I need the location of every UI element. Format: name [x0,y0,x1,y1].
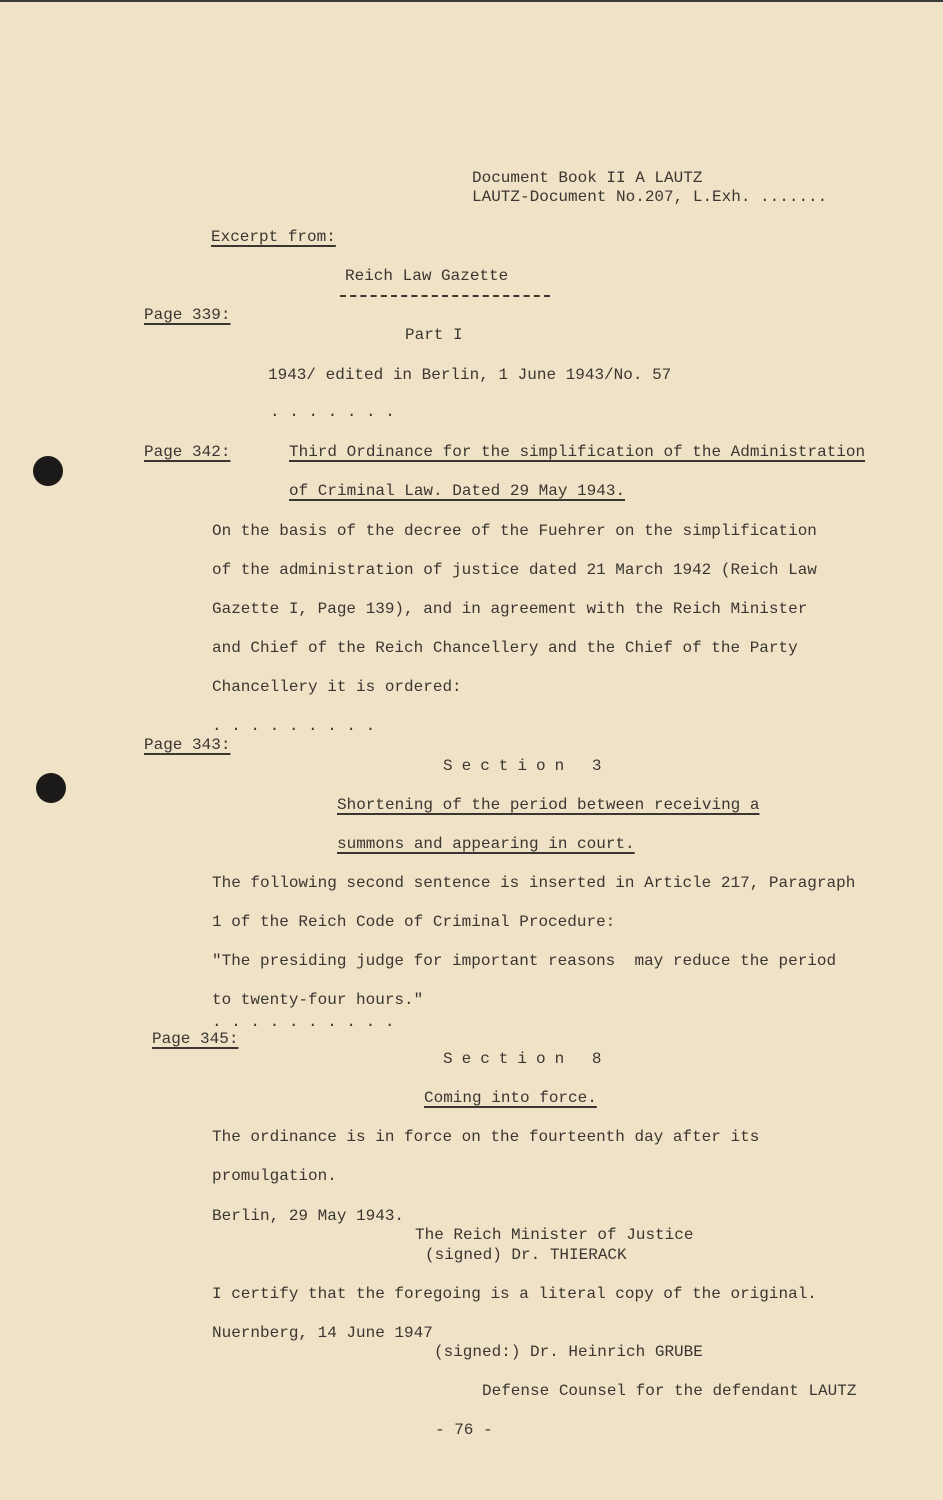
section-8-heading: Section 8 [443,1050,611,1068]
gazette-title: Reich Law Gazette [345,267,509,285]
body-line: promulgation. [212,1167,337,1185]
punch-hole [36,773,66,803]
ordinance-title-2: of Criminal Law. Dated 29 May 1943. [289,482,626,500]
section-8-title: Coming into force. [424,1089,597,1107]
body-line: The ordinance is in force on the fourteenth day after its [212,1128,760,1146]
certification-signed: (signed:) Dr. Heinrich GRUBE [434,1343,703,1361]
body-line: Gazette I, Page 139), and in agreement with the Reich Minister [212,600,808,618]
excerpt-label: Excerpt from: [211,228,336,246]
section-3-title-2: summons and appearing in court. [337,835,635,853]
punch-hole [33,456,63,486]
body-line: On the basis of the decree of the Fuehrer on the simplification [212,522,817,540]
ordinance-title-1: Third Ordinance for the simplification of the Administration [289,443,866,461]
certification-place-date: Nuernberg, 14 June 1947 [212,1324,433,1342]
section-3-title-1: Shortening of the period between receiving a [337,796,760,814]
body-line: and Chief of the Reich Chancellery and the Chief of the Party [212,639,798,657]
page-339-label: Page 339: [144,306,231,324]
page-343-label: Page 343: [144,736,231,754]
page-342-label: Page 342: [144,443,231,461]
ellipsis: . . . . . . . . . . [212,1013,395,1031]
part-label: Part I [405,326,463,344]
body-line: to twenty-four hours." [212,991,424,1009]
issue-line: 1943/ edited in Berlin, 1 June 1943/No. 57 [268,366,672,384]
header-line-1: Document Book II A LAUTZ [472,169,703,187]
certification-text: I certify that the foregoing is a literal copy of the original. [212,1285,817,1303]
page-number: - 76 - [435,1421,493,1439]
section-3-heading: Section 3 [443,757,611,775]
body-line: Chancellery it is ordered: [212,678,462,696]
signer-title: The Reich Minister of Justice [415,1226,694,1244]
header-line-2: LAUTZ-Document No.207, L.Exh. ....... [472,188,828,206]
body-line: "The presiding judge for important reasons may reduce the period [212,952,837,970]
body-line: The following second sentence is inserted in Article 217, Paragraph [212,874,856,892]
body-line: of the administration of justice dated 21 March 1942 (Reich Law [212,561,817,579]
ellipsis: . . . . . . . . . [212,717,376,735]
ellipsis: . . . . . . . [270,403,395,421]
certification-role: Defense Counsel for the defendant LAUTZ [482,1382,857,1400]
signer-name: (signed) Dr. THIERACK [425,1246,627,1264]
title-divider [340,295,550,297]
body-line: 1 of the Reich Code of Criminal Procedure: [212,913,616,931]
scan-edge [0,0,943,2]
place-date: Berlin, 29 May 1943. [212,1207,405,1225]
page-345-label: Page 345: [152,1030,239,1048]
